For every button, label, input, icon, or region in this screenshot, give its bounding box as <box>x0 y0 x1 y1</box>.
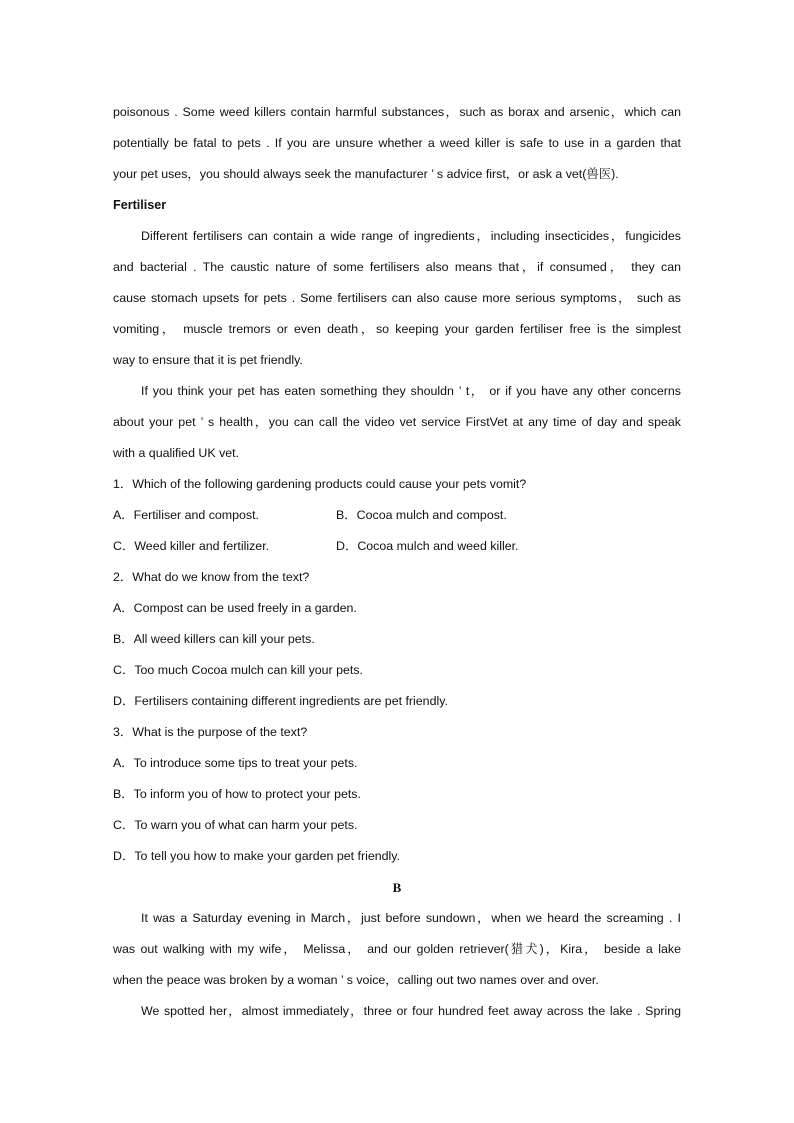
option-a: A．Fertiliser and compost. <box>113 508 259 522</box>
question-stem: 3．What is the purpose of the text? <box>113 725 308 739</box>
option-b: B．To inform you of how to protect your pets. <box>113 787 361 801</box>
paragraph-line: Different fertilisers can contain a wide range of ingredients，including insecticides，fungicides <box>141 229 681 243</box>
paragraph-line: was out walking with my wife， Melissa， and our golden retriever(猎犬)，Kira， beside a lake <box>113 942 681 956</box>
paragraph-line: and bacterial . The caustic nature of some fertilisers also means that，if consumed， they can <box>113 260 681 274</box>
option-a: A．Compost can be used freely in a garden. <box>113 601 357 615</box>
option-d: D．Cocoa mulch and weed killer. <box>336 539 519 553</box>
paragraph-line: It was a Saturday evening in March，just before sundown，when we heard the screaming . I <box>141 911 681 925</box>
section-label-b: B <box>392 880 402 895</box>
paragraph-line: poisonous . Some weed killers contain harmful substances，such as borax and arsenic，which can <box>113 105 681 119</box>
paragraph-line: We spotted her，almost immediately，three or four hundred feet away across the lake . Spring <box>141 1004 681 1018</box>
paragraph-line: If you think your pet has eaten something they shouldn ’ t， or if you have any other concerns <box>141 384 681 398</box>
paragraph-line: when the peace was broken by a woman ’ s voice，calling out two names over and over. <box>113 973 599 987</box>
option-b: B．All weed killers can kill your pets. <box>113 632 315 646</box>
option-d: D．Fertilisers containing different ingredients are pet friendly. <box>113 694 448 708</box>
paragraph-line: with a qualified UK vet. <box>113 446 240 460</box>
paragraph-line: potentially be fatal to pets . If you are unsure whether a weed killer is safe to use in a garden that <box>113 136 681 150</box>
option-c: C．To warn you of what can harm your pets. <box>113 818 358 832</box>
paragraph-line: cause stomach upsets for pets . Some fertilisers can also cause more serious symptoms， such as <box>113 291 681 305</box>
question-stem: 2．What do we know from the text? <box>113 570 310 584</box>
option-row <box>113 500 681 531</box>
option-b: B．Cocoa mulch and compost. <box>336 508 507 522</box>
section-heading-fertiliser: Fertiliser <box>113 198 167 212</box>
paragraph-line: vomiting， muscle tremors or even death，so keeping your garden fertiliser free is the simplest <box>113 322 681 336</box>
paragraph-line: about your pet ’ s health，you can call the video vet service FirstVet at any time of day and speak <box>113 415 681 429</box>
paragraph-line: your pet uses，you should always seek the manufacturer ’ s advice first，or ask a vet(兽医). <box>113 167 619 181</box>
question-stem: 1．Which of the following gardening products could cause your pets vomit? <box>113 477 527 491</box>
option-c: C．Weed killer and fertilizer. <box>113 539 270 553</box>
option-a: A．To introduce some tips to treat your pets. <box>113 756 358 770</box>
paragraph-line: way to ensure that it is pet friendly. <box>113 353 303 367</box>
option-d: D．To tell you how to make your garden pet friendly. <box>113 849 400 863</box>
option-c: C．Too much Cocoa mulch can kill your pets. <box>113 663 363 677</box>
option-row <box>113 531 681 562</box>
document-page <box>113 97 681 1027</box>
